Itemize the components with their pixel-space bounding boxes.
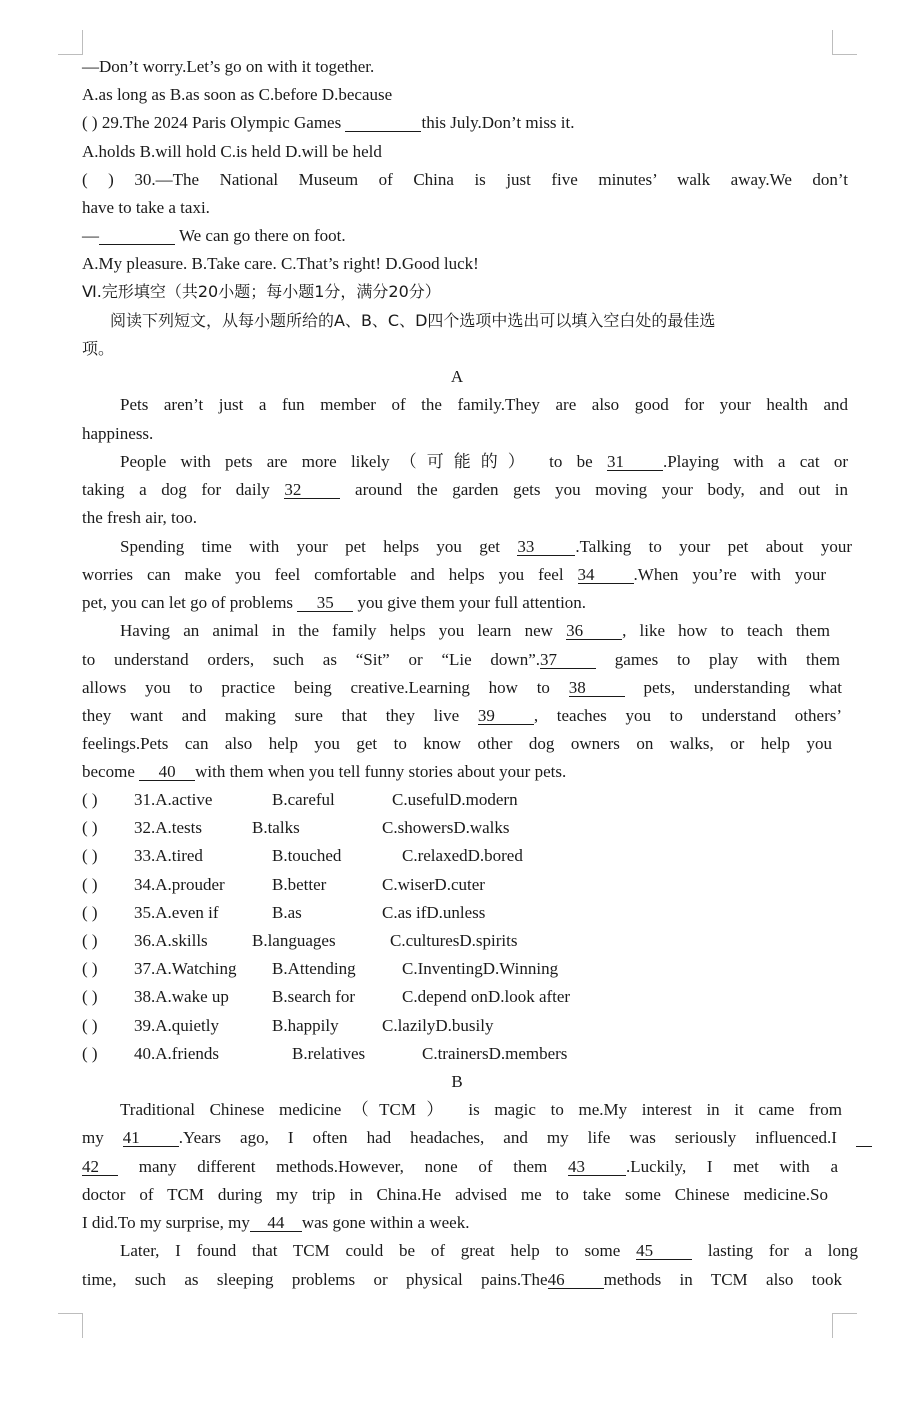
blank-36: 36 bbox=[566, 622, 622, 640]
q28-options: A.as long as B.as soon as C.before D.because bbox=[82, 85, 393, 104]
choice-a: 32.A.tests bbox=[134, 818, 202, 838]
choice-d: D.busily bbox=[435, 1015, 494, 1035]
choice-row bbox=[82, 818, 510, 838]
choice-b: B.as bbox=[272, 902, 302, 922]
q30-options: A.My pleasure. B.Take care. C.That’s right! D.Good luck! bbox=[82, 254, 479, 273]
choice-d: D.members bbox=[488, 1043, 568, 1063]
corner-mark-bottom-left bbox=[58, 1313, 83, 1338]
choice-b: B.Attending bbox=[272, 959, 356, 979]
choice-b: B.relatives bbox=[292, 1043, 366, 1063]
blank-43: 43 bbox=[568, 1158, 626, 1176]
choice-c: C.lazily bbox=[382, 1015, 436, 1035]
choice-c: C.depend on bbox=[402, 987, 488, 1007]
q30-reply: We can go there on foot. bbox=[178, 226, 346, 245]
blank-35: 35 bbox=[297, 594, 353, 612]
choice-d: D.modern bbox=[449, 790, 518, 809]
choice-a: 39.A.quietly bbox=[134, 1015, 219, 1035]
answer-bracket[interactable]: ( ) bbox=[82, 818, 98, 838]
corner-mark-top-right bbox=[832, 30, 857, 55]
choice-a: 34.A.prouder bbox=[134, 874, 225, 894]
passage-b-p2-line1: Later, I found that TCM could be of great help to some 45 lasting for a long bbox=[120, 1241, 859, 1260]
choice-b: B.languages bbox=[252, 931, 336, 950]
choice-a: 33.A.tired bbox=[134, 846, 203, 866]
passage-b-p1-line3: 42 many different methods.However, none of them 43 .Luckily, I met with a bbox=[82, 1157, 838, 1176]
choice-b: B.search for bbox=[272, 987, 356, 1007]
blank-42: 42 bbox=[82, 1158, 118, 1176]
q29-stem: 29.The 2024 Paris Olympic Games bbox=[101, 113, 342, 132]
section-heading: Ⅵ.完形填空（共20小题；每小题1分，满分20分） bbox=[82, 282, 441, 301]
passage-a-p2-line1: People with pets are more likely（可能的） to be 31 .Playing with a cat or bbox=[120, 452, 848, 471]
choice-a: 40.A.friends bbox=[134, 1043, 219, 1063]
passage-b-p1-line5: I did.To my surprise, my 44 was gone within a week. bbox=[82, 1213, 470, 1232]
choice-b: B.talks bbox=[252, 818, 300, 838]
choice-row bbox=[82, 959, 558, 979]
passage-a-p1-line1: Pets aren’t just a fun member of the family.They are also good for your health and bbox=[120, 395, 848, 414]
q29-options: A.holds B.will hold C.is held D.will be held bbox=[82, 142, 382, 161]
passage-b-p2-line2: time, such as sleeping problems or physical pains.The46 methods in TCM also took bbox=[82, 1270, 842, 1289]
passage-b-p1-line4: doctor of TCM during my trip in China.He advised me to take some Chinese medicine.So bbox=[82, 1185, 828, 1204]
answer-bracket[interactable]: ( ) bbox=[82, 902, 98, 922]
answer-blank bbox=[345, 114, 421, 132]
corner-mark-top-left bbox=[58, 30, 83, 55]
choice-c: C.cultures bbox=[390, 931, 460, 950]
q30-line bbox=[82, 170, 848, 190]
choice-c: C.relaxed bbox=[402, 846, 468, 866]
corner-mark-bottom-right bbox=[832, 1313, 857, 1338]
answer-bracket[interactable]: ( ) bbox=[82, 874, 98, 894]
passage-b-label: B bbox=[451, 1072, 463, 1091]
choice-d: D.look after bbox=[487, 987, 571, 1007]
choice-d: D.bored bbox=[467, 846, 523, 866]
passage-a-p4-line4: they want and making sure that they live 39 , teaches you to understand others’ bbox=[82, 706, 843, 725]
choice-row bbox=[82, 1016, 493, 1036]
passage-a-p3-line2: worries can make you feel comfortable and helps you feel 34 .When you’re with your bbox=[82, 565, 827, 584]
q29-stem-end: this July.Don’t miss it. bbox=[421, 113, 575, 132]
choice-c: C.wiser bbox=[382, 874, 435, 894]
section-instructions-cont: 项。 bbox=[82, 339, 115, 358]
choice-a: 38.A.wake up bbox=[134, 987, 229, 1007]
choice-b: B.better bbox=[272, 874, 327, 894]
answer-bracket[interactable]: ( ) bbox=[82, 959, 98, 979]
blank-42-start bbox=[856, 1129, 872, 1147]
passage-a-p4-line5: feelings.Pets can also help you get to know other dog owners on walks, or help you bbox=[82, 734, 832, 753]
blank-33: 33 bbox=[517, 538, 575, 556]
choice-a: 35.A.even if bbox=[134, 902, 219, 922]
choice-c: C.showers bbox=[382, 818, 454, 838]
passage-a-label: A bbox=[450, 367, 464, 386]
passage-b-p1-line1: Traditional Chinese medicine（TCM） is magic to me.My interest in it came from bbox=[120, 1100, 842, 1119]
q30-stem: 30.—The National Museum of China is just five minutes’ walk away.We don’t bbox=[134, 170, 848, 189]
choice-row bbox=[82, 987, 570, 1007]
choice-a: 36.A.skills bbox=[134, 931, 208, 950]
choice-d: D.Winning bbox=[482, 959, 559, 979]
choice-row bbox=[82, 903, 485, 923]
choice-row bbox=[82, 1044, 567, 1064]
answer-bracket[interactable]: ( ) bbox=[82, 931, 98, 950]
blank-45: 45 bbox=[636, 1242, 692, 1260]
q29-line bbox=[82, 113, 575, 133]
blank-37: 37 bbox=[540, 651, 596, 669]
choice-row bbox=[82, 875, 485, 895]
choice-c: C.trainers bbox=[422, 1043, 489, 1063]
answer-bracket[interactable]: ( ) bbox=[82, 113, 98, 132]
answer-bracket[interactable]: ( ) bbox=[82, 1043, 98, 1063]
answer-bracket[interactable]: ( ) bbox=[82, 170, 114, 189]
choice-d: D.cuter bbox=[434, 874, 485, 894]
blank-40: 40 bbox=[139, 763, 195, 781]
choice-c: C.as if bbox=[382, 902, 427, 922]
passage-a-p4-line1: Having an animal in the family helps you learn new 36 , like how to teach them bbox=[120, 621, 831, 640]
choice-d: D.walks bbox=[453, 818, 510, 838]
choice-c: C.Inventing bbox=[402, 959, 483, 979]
answer-bracket[interactable]: ( ) bbox=[82, 1015, 98, 1035]
blank-39: 39 bbox=[478, 707, 534, 725]
choice-b: B.happily bbox=[272, 1015, 339, 1035]
blank-46: 46 bbox=[548, 1271, 604, 1289]
answer-bracket[interactable]: ( ) bbox=[82, 790, 98, 809]
choice-a: 37.A.Watching bbox=[134, 959, 237, 979]
q30-stem-cont: have to take a taxi. bbox=[82, 198, 210, 217]
q30-reply-line bbox=[82, 226, 346, 246]
passage-a-p4-line3: allows you to practice being creative.Learning how to 38 pets, understanding what bbox=[82, 678, 842, 697]
q28-dialog: —Don’t worry.Let’s go on with it together. bbox=[82, 57, 375, 76]
passage-a-p2-line2: taking a dog for daily 32 around the garden gets you moving your body, and out in bbox=[82, 480, 849, 499]
blank-38: 38 bbox=[569, 679, 625, 697]
section-instructions: 阅读下列短文，从每小题所给的A、B、C、D四个选项中选出可以填入空白处的最佳选 bbox=[110, 311, 716, 330]
blank-34: 34 bbox=[578, 566, 634, 584]
choice-b: B.touched bbox=[272, 846, 342, 866]
choice-b: B.careful bbox=[272, 790, 335, 809]
passage-a-p4-line6: become 40 with them when you tell funny stories about your pets. bbox=[82, 762, 567, 781]
choice-d: D.unless bbox=[426, 902, 486, 922]
choice-row bbox=[82, 931, 518, 951]
choice-d: D.spirits bbox=[459, 931, 518, 950]
dash: — bbox=[82, 226, 99, 245]
choice-a: 31.A.active bbox=[134, 790, 213, 809]
blank-32: 32 bbox=[284, 481, 340, 499]
answer-bracket[interactable]: ( ) bbox=[82, 987, 98, 1007]
answer-blank bbox=[99, 227, 175, 245]
passage-a-p1-line2: happiness. bbox=[82, 424, 154, 443]
blank-31: 31 bbox=[607, 453, 663, 471]
blank-44: 44 bbox=[250, 1214, 302, 1232]
choice-row bbox=[82, 846, 523, 866]
blank-41: 41 bbox=[123, 1129, 179, 1147]
passage-a-p3-line1: Spending time with your pet helps you get 33 .Talking to your pet about your bbox=[120, 537, 852, 556]
passage-a-p2-line3: the fresh air, too. bbox=[82, 508, 197, 527]
passage-b-p1-line2: my 41 .Years ago, I often had headaches, and my life was seriously influenced.I bbox=[82, 1128, 872, 1148]
passage-a-p3-line3: pet, you can let go of problems 35 you give them your full attention. bbox=[82, 593, 587, 612]
choice-row bbox=[82, 790, 518, 810]
choice-c: C.useful bbox=[392, 790, 450, 809]
answer-bracket[interactable]: ( ) bbox=[82, 846, 98, 866]
passage-a-p4-line2: to understand orders, such as “Sit” or “Lie down”.37 games to play with them bbox=[82, 650, 841, 669]
